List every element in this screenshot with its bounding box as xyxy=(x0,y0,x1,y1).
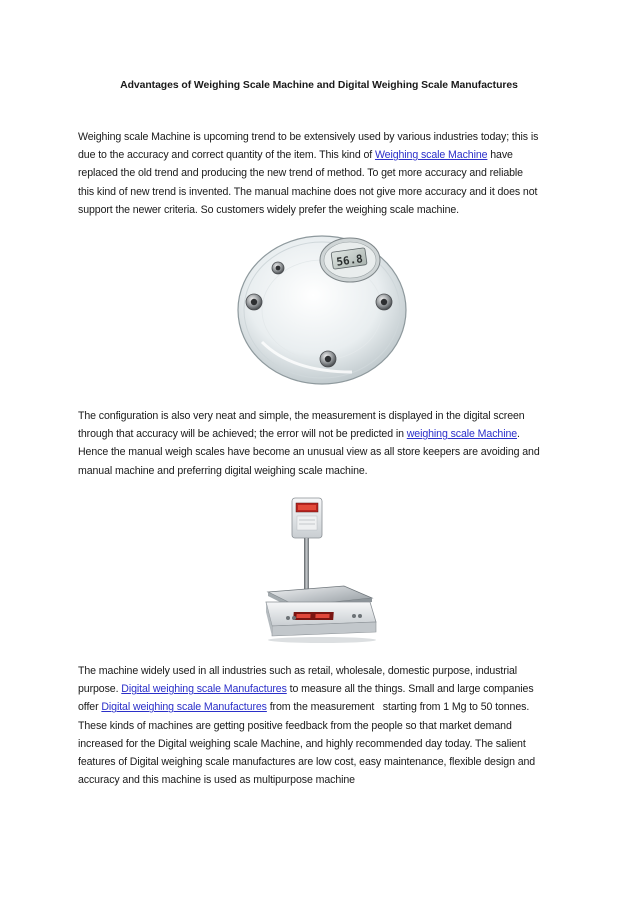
weighing-scale-machine-link[interactable]: Weighing scale Machine xyxy=(374,149,488,162)
paragraph-line: Hence the manual weigh scales have become an unusual view as all store keepers are avoiding and xyxy=(78,446,540,459)
text-segment: due to the accuracy and correct quantity of the item. This kind of xyxy=(78,149,375,162)
paragraph-line: increased for the Digital weighing scale Machine, and highly recommended day today. The salient xyxy=(78,737,526,750)
paragraph-line xyxy=(78,146,568,164)
paragraph-line xyxy=(78,425,568,443)
paragraph-configuration xyxy=(78,407,568,480)
glass-bathroom-scale-image xyxy=(232,222,412,392)
paragraph-line xyxy=(78,680,568,698)
text-segment: . xyxy=(517,428,520,441)
digital-weighing-scale-manufactures-link[interactable]: Digital weighing scale Manufactures xyxy=(121,683,287,696)
text-segment: purpose. xyxy=(78,683,122,696)
paragraph-line: replaced the old trend and producing the new trend of method. To get more accuracy and reliable xyxy=(78,167,523,180)
text-segment: from the measurement starting from 1 Mg to 50 tonnes. xyxy=(266,701,530,714)
paragraph-line: accuracy and this machine is used as multipurpose machine xyxy=(78,774,355,787)
weighing-scale-machine-link[interactable]: weighing scale Machine xyxy=(406,428,518,441)
scale-display-reading: 56.8 xyxy=(335,252,364,269)
paragraph-line: The configuration is also very neat and simple, the measurement is displayed in the digital screen xyxy=(78,410,525,422)
text-segment: through that accuracy will be achieved; the error will not be predicted in xyxy=(78,428,407,441)
text-segment: have xyxy=(487,149,513,162)
paragraph-line: support the newer criteria. So customers widely prefer the weighing scale machine. xyxy=(78,203,460,216)
paragraph-line: manual machine and preferring digital weighing scale machine. xyxy=(78,464,368,477)
paragraph-line xyxy=(78,698,568,716)
digital-table-top-scale-drawing xyxy=(258,494,382,644)
digital-table-top-scale-image xyxy=(258,494,382,644)
paragraph-intro xyxy=(78,128,568,219)
paragraph-line: These kinds of machines are getting positive feedback from the people so that market demand xyxy=(78,719,512,732)
paragraph-line: The machine widely used in all industries such as retail, wholesale, domestic purpose, industrial xyxy=(78,665,517,677)
document-title: Advantages of Weighing Scale Machine and Digital Weighing Scale Manufactures xyxy=(120,80,518,91)
paragraph-line: Weighing scale Machine is upcoming trend to be extensively used by various industries today; this is xyxy=(78,131,539,143)
digital-weighing-scale-manufactures-link[interactable]: Digital weighing scale Manufactures xyxy=(101,701,267,714)
text-segment: offer xyxy=(78,701,102,714)
glass-bathroom-scale-drawing xyxy=(232,222,412,392)
paragraph-line: features of Digital weighing scale manufactures are low cost, easy maintenance, flexible design and xyxy=(78,756,536,769)
paragraph-line: this kind of new trend is invented. The manual machine does not give more accuracy and it does not xyxy=(78,185,538,198)
paragraph-industries xyxy=(78,662,568,789)
text-segment: to measure all the things. Small and large companies xyxy=(286,683,534,696)
